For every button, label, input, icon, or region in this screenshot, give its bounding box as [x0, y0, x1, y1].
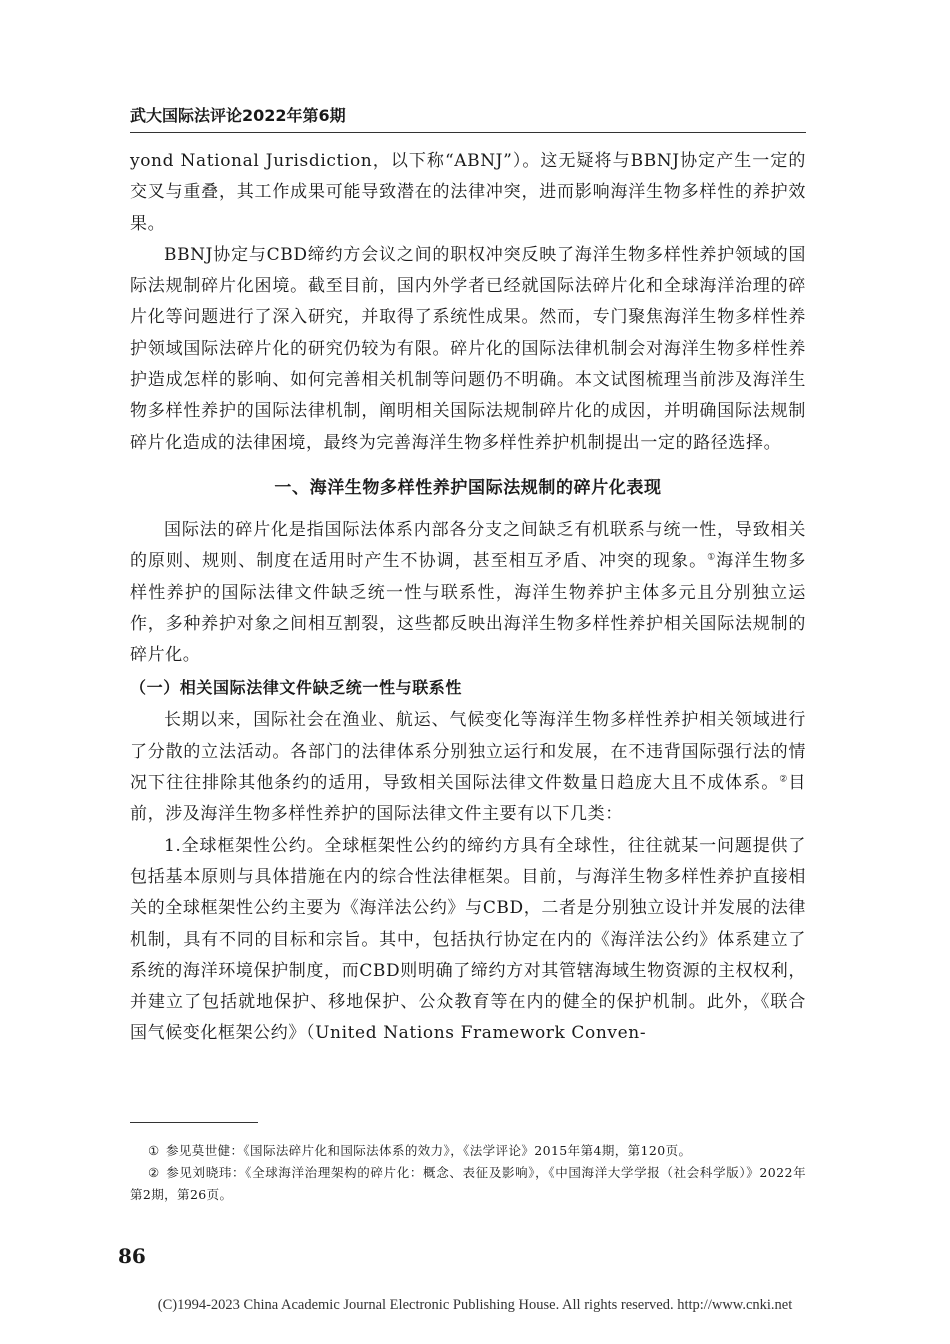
copyright-notice: (C)1994-2023 China Academic Journal Electronic Publishing House. All rights reserved. http://www.cnki.net — [157, 1297, 793, 1313]
paragraph-text: 国际法的碎片化是指国际法体系内部各分支之间缺乏有机联系与统一性，导致相关的原则、规则、制度在适用时产生不协调，甚至相互矛盾、冲突的现象。 — [130, 519, 806, 572]
footnote-ref[interactable]: ② — [779, 774, 789, 785]
paragraph-text: 海洋生物多样性养护的国际法律文件缺乏统一性与联系性，海洋生物养护主体多元且分别独立运作，多种养护对象之间相互割裂，这些都反映出海洋生物多样性养护相关国际法规制的碎片化。 — [130, 551, 807, 666]
section-title: 一、海洋生物多样性养护国际法规制的碎片化表现 — [274, 477, 662, 498]
paragraph-continued: yond National Jurisdiction，以下称“ABNJ”）。这无疑将与BBNJ协定产生一定的交叉与重叠，其工作成果可能导致潜在的法律冲突，进而影响海洋生物多样性的养护效果。 — [130, 151, 806, 234]
paragraph: BBNJ协定与CBD缔约方会议之间的职权冲突反映了海洋生物多样性养护领域的国际法规制碎片化困境。截至目前，国内外学者已经就国际法碎片化和全球海洋治理的碎片化等问题进行了深入研究，并取得了系统性成果。然而，专门聚焦海洋生物多样性养护领域国际法碎片化的研究仍较为有限。碎片化的国际法律机制会对海洋生物多样性养护造成怎样的影响、如何完善相关机制等问题仍不明确。本文试图梳理当前涉及海洋生物多样性养护的国际法律机制，阐明相关国际法规制碎片化的成因，并明确国际法规制碎片化造成的法律困境，最终为完善海洋生物多样性养护机制提出一定的路径选择。 — [130, 244, 806, 453]
paragraph: 1.全球框架性公约。全球框架性公约的缔约方具有全球性，往往就某一问题提供了包括基本原则与具体措施在内的综合性法律框架。目前，与海洋生物多样性养护直接相关的全球框架性公约主要为《海洋法公约》与CBD，二者是分别独立设计并发展的法律机制，具有不同的目标和宗旨。其中，包括执行协定在内的《海洋法公约》体系建立了系统的海洋环境保护制度，而CBD则明确了缔约方对其管辖海域生物资源的主权权利，并建立了包括就地保护、移地保护、公众教育等在内的健全的保护机制。此外，《联合国气候变化框架公约》（United Nations Framework Conven- — [130, 835, 806, 1044]
footnote-ref[interactable]: ① — [707, 552, 717, 563]
footnote-divider — [130, 1122, 258, 1123]
footnote-mark: ① — [148, 1143, 160, 1158]
paragraph — [130, 705, 806, 830]
paragraph — [130, 515, 806, 671]
footnote-mark: ② — [148, 1165, 160, 1180]
footnote — [130, 1162, 806, 1206]
subsection-title: （一）相关国际法律文件缺乏统一性与联系性 — [130, 678, 463, 698]
page-number: 86 — [118, 1244, 146, 1268]
running-head: 武大国际法评论2022年第6期 — [130, 104, 806, 133]
footnote-text: 参见刘晓玮：《全球海洋治理架构的碎片化：概念、表征及影响》，《中国海洋大学学报（社会科学版）》2022年第2期，第26页。 — [130, 1165, 806, 1202]
footnote-text: 参见莫世健：《国际法碎片化和国际法体系的效力》，《法学评论》2015年第4期，第120页。 — [166, 1143, 692, 1158]
body-text — [130, 146, 806, 1050]
paragraph-text: 长期以来，国际社会在渔业、航运、气候变化等海洋生物多样性养护相关领域进行了分散的立法活动。各部门的法律体系分别独立运行和发展，在不违背国际强行法的情况下往往排除其他条约的适用，导致相关国际法律文件数量日趋庞大且不成体系。 — [130, 710, 806, 794]
footnotes — [130, 1140, 806, 1206]
footnote — [130, 1140, 806, 1162]
paragraph-text: 目前，涉及海洋生物多样性养护的国际法律文件主要有以下几类： — [130, 773, 806, 825]
